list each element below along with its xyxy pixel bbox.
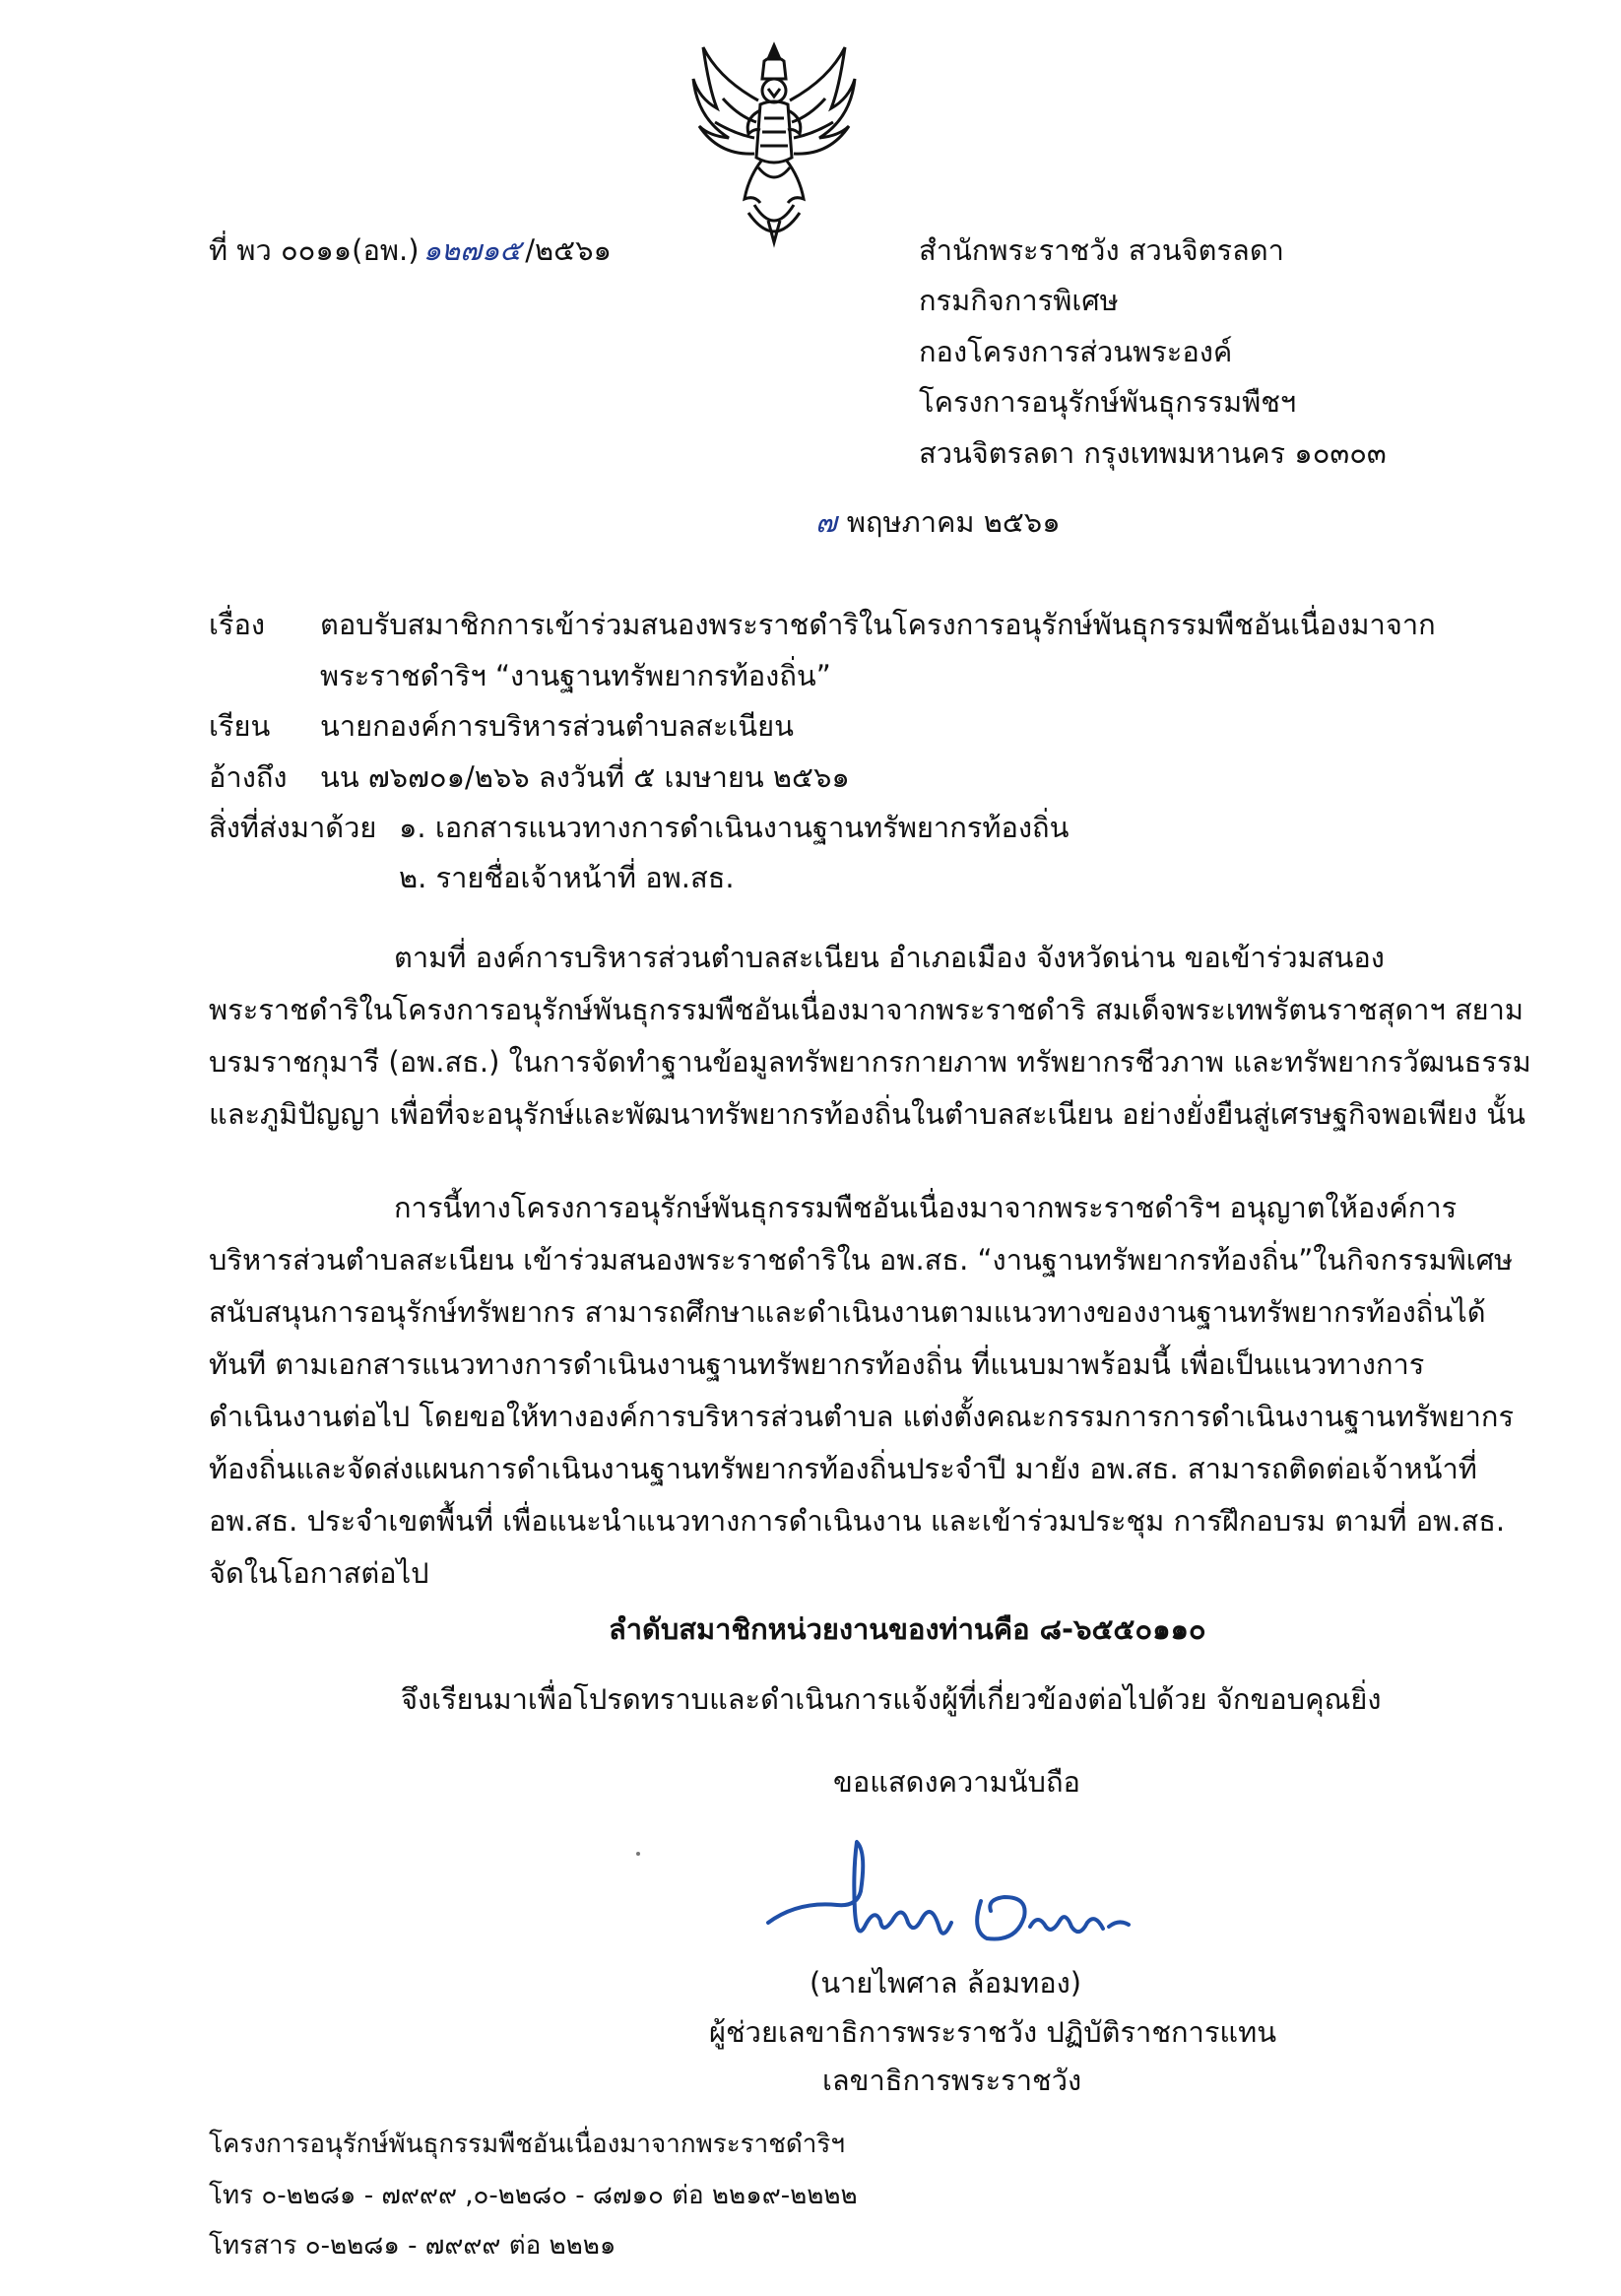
footer-fax: โทรสาร ๐-๒๒๘๑ - ๗๙๙๙ ต่อ ๒๒๒๑ <box>209 2231 616 2261</box>
document-number-handwritten: ๑๒๗๑๕ <box>422 233 522 267</box>
paragraph-line: พระราชดำริในโครงการอนุรักษ์พันธุกรรมพืชอันเนื่องมาจากพระราชดำริ สมเด็จพระเทพรัตนราชสุดาฯ สยาม <box>209 993 1524 1026</box>
date-day-handwritten: ๗ <box>815 505 837 539</box>
to-value: นายกองค์การบริหารส่วนตำบลสะเนียน <box>320 709 794 743</box>
closing-line: จึงเรียนมาเพื่อโปรดทราบและดำเนินการแจ้งผู้ที่เกี่ยวข้องต่อไปด้วย จักขอบคุณยิ่ง <box>401 1682 1382 1716</box>
paragraph-line: การนี้ทางโครงการอนุรักษ์พันธุกรรมพืชอันเนื่องมาจากพระราชดำริฯ อนุญาตให้องค์การ <box>394 1191 1458 1224</box>
subject-line-1: ตอบรับสมาชิกการเข้าร่วมสนองพระราชดำริในโครงการอนุรักษ์พันธุกรรมพืชอันเนื่องมาจาก <box>320 608 1436 641</box>
reference-label: อ้างถึง <box>209 760 288 794</box>
footer-organization: โครงการอนุรักษ์พันธุกรรมพืชอันเนื่องมาจากพระราชดำริฯ <box>209 2130 845 2159</box>
paragraph-line: ท้องถิ่นและจัดส่งแผนการดำเนินงานฐานทรัพยากรท้องถิ่นประจำปี มายัง อพ.สธ. สามารถติดต่อเจ้าหน้าที่ <box>209 1452 1477 1485</box>
garuda-emblem <box>689 39 859 251</box>
document-number-prefix: ที่ พว ๐๐๑๑(อพ.) <box>209 233 420 267</box>
signer-title-line-1: ผู้ช่วยเลขาธิการพระราชวัง ปฏิบัติราชการแทน <box>709 2015 1277 2049</box>
handwritten-signature <box>758 1832 1152 1960</box>
paragraph-line: และภูมิปัญญา เพื่อที่จะอนุรักษ์และพัฒนาทรัพยากรท้องถิ่นในตำบลสะเนียน อย่างยั่งยืนสู่เศรษฐกิจพอเพียง นั้น <box>209 1097 1525 1131</box>
office-line-5: สวนจิตรลดา กรุงเทพมหานคร ๑๐๓๐๓ <box>919 436 1387 470</box>
paragraph-line: ทันที ตามเอกสารแนวทางการดำเนินงานฐานทรัพยากรท้องถิ่น ที่แนบมาพร้อมนี้ เพื่อเป็นแนวทางการ <box>209 1347 1425 1381</box>
signer-name: (นายไพศาล ล้อมทอง) <box>810 1966 1082 2000</box>
office-line-3: กองโครงการส่วนพระองค์ <box>919 335 1233 368</box>
signer-title-line-2: เลขาธิการพระราชวัง <box>822 2064 1082 2097</box>
office-line-1: สำนักพระราชวัง สวนจิตรลดา <box>919 233 1284 267</box>
document-number-suffix: /๒๕๖๑ <box>525 233 612 267</box>
enclosure-item-1: ๑. เอกสารแนวทางการดำเนินงานฐานทรัพยากรท้องถิ่น <box>399 811 1070 844</box>
ink-dot <box>636 1852 640 1856</box>
member-number-line: ลำดับสมาชิกหน่วยงานของท่านคือ ๘-๖๕๕๐๑๑๐ <box>609 1612 1206 1646</box>
complimentary-close: ขอแสดงความนับถือ <box>833 1765 1080 1799</box>
footer-phone: โทร ๐-๒๒๘๑ - ๗๙๙๙ ,๐-๒๒๘๐ - ๘๗๑๐ ต่อ ๒๒๑๙-๒๒๒๒ <box>209 2181 858 2210</box>
office-line-4: โครงการอนุรักษ์พันธุกรรมพืชฯ <box>919 385 1297 419</box>
letter-date <box>815 500 1061 544</box>
subject-label: เรื่อง <box>209 608 266 641</box>
date-month-year: พฤษภาคม ๒๕๖๑ <box>846 505 1061 539</box>
paragraph-line: บริหารส่วนตำบลสะเนียน เข้าร่วมสนองพระราชดำริใน อพ.สธ. “งานฐานทรัพยากรท้องถิ่น”ในกิจกรรมพิเศษ <box>209 1243 1514 1277</box>
subject-line-2: พระราชดำริฯ “งานฐานทรัพยากรท้องถิ่น” <box>320 659 831 692</box>
paragraph-line: อพ.สธ. ประจำเขตพื้นที่ เพื่อแนะนำแนวทางการดำเนินงาน และเข้าร่วมประชุม การฝึกอบรม ตามที่ อพ.สธ. <box>209 1504 1506 1538</box>
paragraph-line: บรมราชกุมารี (อพ.สธ.) ในการจัดทำฐานข้อมูลทรัพยากรกายภาพ ทรัพยากรชีวภาพ และทรัพยากรวัฒนธรรม <box>209 1045 1531 1079</box>
body-paragraph-2 <box>209 1182 1515 1600</box>
paragraph-line: จัดในโอกาสต่อไป <box>209 1556 429 1590</box>
body-paragraph-1 <box>209 932 1531 1141</box>
reference-value: นน ๗๖๗๐๑/๒๖๖ ลงวันที่ ๕ เมษายน ๒๕๖๑ <box>320 760 850 794</box>
enclosure-item-2: ๒. รายชื่อเจ้าหน้าที่ อพ.สธ. <box>399 861 735 894</box>
enclosure-label: สิ่งที่ส่งมาด้วย <box>209 811 377 844</box>
office-line-2: กรมกิจการพิเศษ <box>919 284 1119 317</box>
paragraph-line: สนับสนุนการอนุรักษ์ทรัพยากร สามารถศึกษาและดำเนินงานตามแนวทางของงานฐานทรัพยากรท้องถิ่นได้ <box>209 1295 1486 1329</box>
to-label: เรียน <box>209 709 271 743</box>
paragraph-line: ดำเนินงานต่อไป โดยขอให้ทางองค์การบริหารส่วนตำบล แต่งตั้งคณะกรรมการการดำเนินงานฐานทรัพยากร <box>209 1400 1515 1433</box>
paragraph-line: ตามที่ องค์การบริหารส่วนตำบลสะเนียน อำเภอเมือง จังหวัดน่าน ขอเข้าร่วมสนอง <box>394 941 1385 974</box>
document-number <box>209 229 612 272</box>
